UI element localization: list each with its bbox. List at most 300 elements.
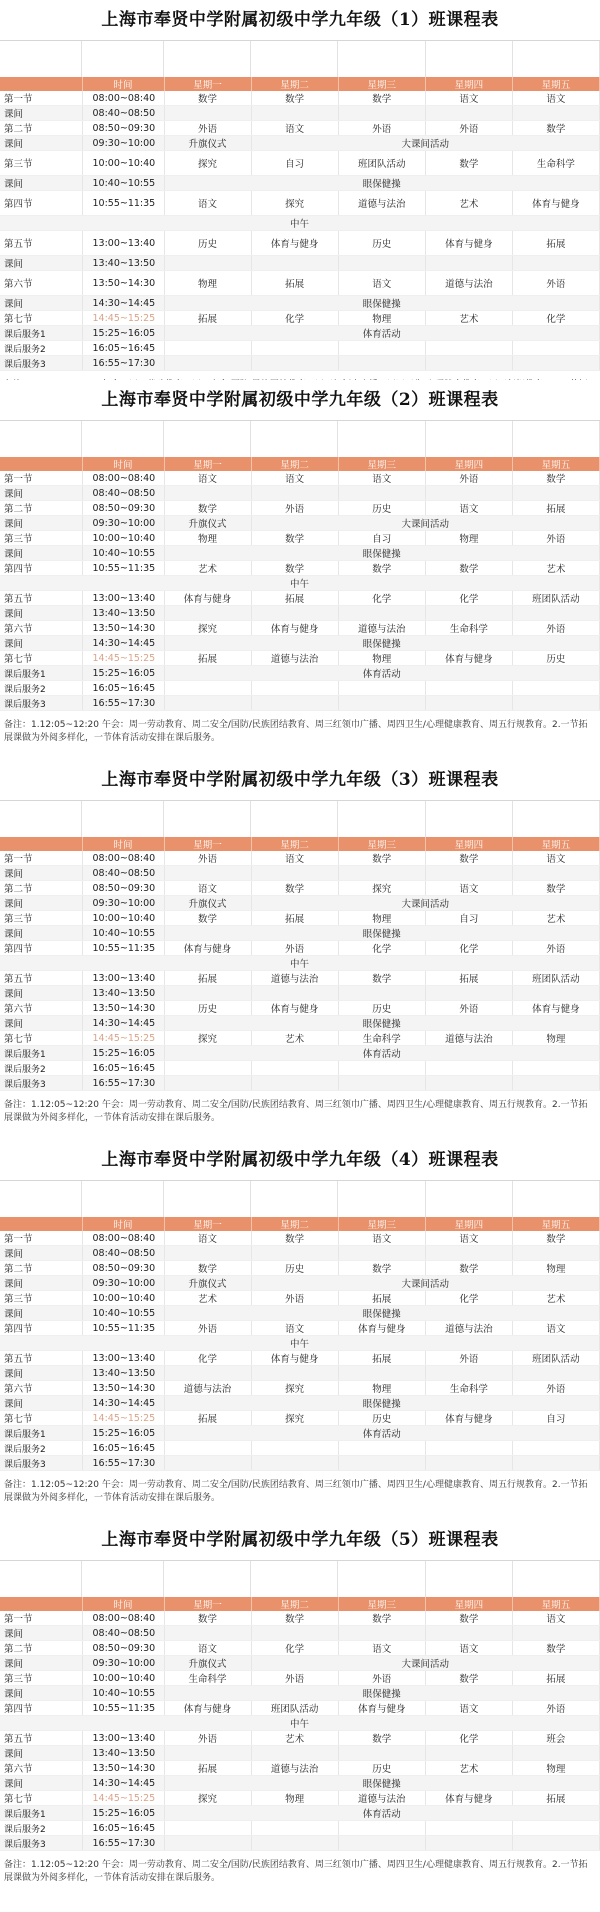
course-cell: 历史 [338, 1001, 425, 1016]
course-cell: 数学 [251, 1611, 338, 1626]
course-cell: 物理 [251, 1791, 338, 1806]
table-row [0, 1231, 600, 1246]
header-cell: 星期三 [338, 837, 425, 851]
course-cell: 语文 [251, 1321, 338, 1336]
course-cell [251, 696, 338, 711]
course-cell [425, 356, 512, 371]
time-cell: 10:00~10:40 [82, 1291, 164, 1306]
course-cell: 班团队活动 [512, 971, 599, 986]
time-cell: 13:00~13:40 [82, 1351, 164, 1366]
time-cell: 13:00~13:40 [82, 1731, 164, 1746]
header-cell: 星期一 [164, 837, 251, 851]
period-label: 课间 [0, 1656, 82, 1671]
course-cell [512, 866, 599, 881]
course-cell: 体育与健身 [164, 591, 251, 606]
merged-activity-cell: 眼保健操 [164, 1016, 600, 1031]
header-cell: 星期三 [338, 77, 425, 91]
header-cell: 星期二 [251, 1217, 338, 1231]
course-cell: 物理 [512, 1761, 599, 1776]
table-row [0, 1761, 600, 1776]
course-cell: 道德与法治 [251, 971, 338, 986]
flag-ceremony-cell: 升旗仪式 [164, 896, 251, 911]
course-cell: 艺术 [512, 561, 599, 576]
schedule-section-class-5 [0, 1520, 600, 1900]
period-label: 第五节 [0, 1731, 82, 1746]
period-label: 课后服务3 [0, 1076, 82, 1091]
course-cell: 拓展 [164, 1761, 251, 1776]
course-cell: 体育与健身 [425, 231, 512, 256]
course-cell: 艺术 [425, 311, 512, 326]
table-row [0, 121, 600, 136]
course-cell: 物理 [512, 1261, 599, 1276]
time-cell: 08:40~08:50 [82, 866, 164, 881]
course-cell: 语文 [338, 271, 425, 296]
period-label: 课间 [0, 1396, 82, 1411]
table-row [0, 986, 600, 1001]
course-cell [251, 1076, 338, 1091]
table-row [0, 1441, 600, 1456]
course-cell: 外语 [512, 271, 599, 296]
course-cell [338, 1441, 425, 1456]
table-row [0, 1821, 600, 1836]
table-row [0, 1746, 600, 1761]
course-cell [512, 256, 599, 271]
header-cell: 星期五 [512, 457, 599, 471]
course-cell: 探究 [251, 191, 338, 216]
course-cell: 数学 [338, 1731, 425, 1746]
table-row [0, 1046, 600, 1061]
period-label: 课间 [0, 606, 82, 621]
header-cell: 时间 [82, 1597, 164, 1611]
schedule-table [0, 837, 600, 1091]
time-cell: 08:40~08:50 [82, 1626, 164, 1641]
course-cell: 语文 [425, 91, 512, 106]
course-cell [338, 1821, 425, 1836]
period-label: 第一节 [0, 471, 82, 486]
course-cell [338, 1061, 425, 1076]
table-row [0, 1076, 600, 1091]
schedule-table [0, 1597, 600, 1851]
course-cell [251, 681, 338, 696]
table-row [0, 136, 600, 151]
time-cell: 14:45~15:25 [82, 311, 164, 326]
time-cell: 14:30~14:45 [82, 1776, 164, 1791]
course-cell: 数学 [425, 851, 512, 866]
course-cell [164, 486, 251, 501]
period-label: 课后服务1 [0, 1426, 82, 1441]
course-cell [425, 1076, 512, 1091]
course-cell: 语文 [512, 851, 599, 866]
course-cell: 数学 [338, 1611, 425, 1626]
header-cell: 星期一 [164, 1217, 251, 1231]
period-label: 课间 [0, 1276, 82, 1291]
time-cell: 10:55~11:35 [82, 1321, 164, 1336]
table-row [0, 926, 600, 941]
course-cell: 化学 [251, 1641, 338, 1656]
merged-activity-cell: 眼保健操 [164, 1306, 600, 1321]
schedule-section-class-4 [0, 1140, 600, 1520]
table-row [0, 651, 600, 666]
period-label: 课后服务3 [0, 696, 82, 711]
period-label: 课后服务2 [0, 1061, 82, 1076]
header-cell: 星期四 [425, 77, 512, 91]
period-label: 课间 [0, 136, 82, 151]
time-cell: 16:55~17:30 [82, 356, 164, 371]
course-cell: 化学 [338, 591, 425, 606]
course-cell: 外语 [251, 941, 338, 956]
header-cell [0, 1597, 82, 1611]
course-cell: 班团队活动 [512, 591, 599, 606]
course-cell: 体育与健身 [251, 231, 338, 256]
course-cell: 历史 [338, 1411, 425, 1426]
period-label: 第四节 [0, 941, 82, 956]
period-label: 课后服务1 [0, 1806, 82, 1821]
header-cell: 星期一 [164, 457, 251, 471]
period-label: 第五节 [0, 1351, 82, 1366]
course-cell: 语文 [512, 91, 599, 106]
time-cell: 13:40~13:50 [82, 1746, 164, 1761]
course-cell: 道德与法治 [425, 1321, 512, 1336]
course-cell: 化学 [338, 941, 425, 956]
time-cell: 10:55~11:35 [82, 1701, 164, 1716]
course-cell: 体育与健身 [425, 1411, 512, 1426]
time-cell: 10:40~10:55 [82, 546, 164, 561]
course-cell: 语文 [251, 471, 338, 486]
time-cell: 14:45~15:25 [82, 1791, 164, 1806]
time-cell: 16:05~16:45 [82, 1061, 164, 1076]
period-label: 课后服务1 [0, 666, 82, 681]
schedule-note: 备注：1.12:05~12:20 午会：周一劳动教育、周二安全/国防/民族团结教育、周三红领巾广播、周四卫生/心理健康教育、周五行规教育。2.一节拓展课做为外阅多样化，一节体育活动安排在课后服务。 [4, 1480, 588, 1503]
header-cell: 星期三 [338, 457, 425, 471]
course-cell [512, 1836, 599, 1851]
period-label: 课间 [0, 1306, 82, 1321]
period-label: 课间 [0, 1686, 82, 1701]
course-cell [251, 1061, 338, 1076]
course-cell [164, 1441, 251, 1456]
time-cell: 15:25~16:05 [82, 1046, 164, 1061]
time-cell: 15:25~16:05 [82, 1806, 164, 1821]
header-cell: 星期一 [164, 77, 251, 91]
period-label: 第二节 [0, 501, 82, 516]
period-label: 课后服务2 [0, 1821, 82, 1836]
table-row [0, 256, 600, 271]
course-cell: 外语 [425, 1001, 512, 1016]
course-cell: 化学 [164, 1351, 251, 1366]
table-row [0, 1366, 600, 1381]
course-cell [425, 1246, 512, 1261]
course-cell: 外语 [164, 1321, 251, 1336]
course-cell [164, 1821, 251, 1836]
course-cell: 历史 [164, 231, 251, 256]
course-cell: 物理 [338, 1381, 425, 1396]
table-row [0, 956, 600, 971]
course-cell: 语文 [338, 1231, 425, 1246]
schedule-table [0, 457, 600, 711]
time-cell: 10:40~10:55 [82, 926, 164, 941]
course-cell [251, 356, 338, 371]
time-cell: 09:30~10:00 [82, 1276, 164, 1291]
table-row [0, 546, 600, 561]
course-cell [425, 341, 512, 356]
time-cell: 13:00~13:40 [82, 591, 164, 606]
time-cell: 13:50~14:30 [82, 1761, 164, 1776]
course-cell [251, 486, 338, 501]
period-label: 课间 [0, 1626, 82, 1641]
table-row [0, 486, 600, 501]
period-label: 课间 [0, 926, 82, 941]
course-cell: 数学 [338, 851, 425, 866]
course-cell: 艺术 [251, 1031, 338, 1046]
course-cell: 拓展 [512, 1671, 599, 1686]
period-label: 第一节 [0, 1231, 82, 1246]
table-row [0, 1776, 600, 1791]
course-cell [251, 1821, 338, 1836]
course-cell: 物理 [164, 271, 251, 296]
course-cell [338, 1076, 425, 1091]
course-cell [512, 106, 599, 121]
course-cell: 艺术 [425, 191, 512, 216]
course-cell [512, 341, 599, 356]
course-cell: 外语 [164, 851, 251, 866]
course-cell: 班团队活动 [338, 151, 425, 176]
course-cell: 拓展 [512, 231, 599, 256]
course-cell: 历史 [338, 1761, 425, 1776]
table-row [0, 1061, 600, 1076]
course-cell: 物理 [338, 311, 425, 326]
course-cell: 数学 [512, 1231, 599, 1246]
time-cell: 13:40~13:50 [82, 1366, 164, 1381]
course-cell: 数学 [251, 91, 338, 106]
period-label: 课间 [0, 546, 82, 561]
period-label: 课间 [0, 1776, 82, 1791]
time-cell: 16:05~16:45 [82, 1821, 164, 1836]
course-cell: 历史 [338, 501, 425, 516]
table-row [0, 1321, 600, 1336]
merged-activity-cell: 眼保健操 [164, 926, 600, 941]
time-cell: 10:40~10:55 [82, 1686, 164, 1701]
course-cell: 数学 [164, 911, 251, 926]
table-row [0, 621, 600, 636]
course-cell [425, 866, 512, 881]
merged-activity-cell: 眼保健操 [164, 296, 600, 311]
course-cell: 物理 [164, 531, 251, 546]
header-row [0, 1597, 600, 1611]
course-cell: 语文 [425, 1701, 512, 1716]
course-cell: 数学 [425, 151, 512, 176]
merged-activity-cell: 眼保健操 [164, 636, 600, 651]
course-cell: 数学 [338, 971, 425, 986]
period-label: 课间 [0, 486, 82, 501]
course-cell: 外语 [512, 621, 599, 636]
course-cell: 语文 [164, 1641, 251, 1656]
course-cell [251, 341, 338, 356]
course-cell [338, 606, 425, 621]
merged-activity-cell: 眼保健操 [164, 1396, 600, 1411]
schedule-note [0, 371, 600, 380]
table-row [0, 1641, 600, 1656]
course-cell: 化学 [512, 311, 599, 326]
time-cell: 16:55~17:30 [82, 696, 164, 711]
course-cell: 化学 [425, 591, 512, 606]
course-cell: 语文 [425, 501, 512, 516]
course-cell: 探究 [338, 881, 425, 896]
time-cell: 14:30~14:45 [82, 1016, 164, 1031]
time-cell: 16:55~17:30 [82, 1076, 164, 1091]
table-row [0, 191, 600, 216]
course-cell: 道德与法治 [425, 271, 512, 296]
time-cell: 13:50~14:30 [82, 271, 164, 296]
course-cell: 艺术 [512, 1291, 599, 1306]
course-cell: 体育与健身 [164, 1701, 251, 1716]
course-cell: 自习 [251, 151, 338, 176]
merged-activity-cell: 体育活动 [164, 666, 600, 681]
period-label: 课间 [0, 106, 82, 121]
course-cell [338, 1366, 425, 1381]
course-cell [338, 341, 425, 356]
course-cell: 物理 [425, 531, 512, 546]
merged-activity-cell: 体育活动 [164, 326, 600, 341]
header-cell: 星期三 [338, 1217, 425, 1231]
header-cell: 星期五 [512, 837, 599, 851]
merged-activity-cell: 眼保健操 [164, 1686, 600, 1701]
noon-break-cell: 中午 [0, 1336, 600, 1351]
course-cell: 数学 [512, 121, 599, 136]
table-row [0, 1261, 600, 1276]
time-cell: 13:50~14:30 [82, 1381, 164, 1396]
course-cell [164, 1076, 251, 1091]
course-cell [164, 1836, 251, 1851]
course-cell [251, 1441, 338, 1456]
time-cell: 14:30~14:45 [82, 1396, 164, 1411]
header-cell: 时间 [82, 77, 164, 91]
period-label: 课后服务3 [0, 1456, 82, 1471]
course-cell: 生命科学 [338, 1031, 425, 1046]
course-cell: 语文 [338, 1641, 425, 1656]
course-cell: 外语 [338, 1671, 425, 1686]
merged-activity-cell: 眼保健操 [164, 176, 600, 191]
header-cell [0, 1217, 82, 1231]
course-cell: 数学 [512, 1641, 599, 1656]
header-row [0, 837, 600, 851]
table-row [0, 971, 600, 986]
schedule-title: 上海市奉贤中学附属初级中学九年级（4）班课程表 [101, 1150, 499, 1170]
period-label: 课间 [0, 1746, 82, 1761]
course-cell [425, 1441, 512, 1456]
table-row [0, 1016, 600, 1031]
time-cell: 10:55~11:35 [82, 561, 164, 576]
course-cell [512, 1246, 599, 1261]
table-row [0, 151, 600, 176]
table-row [0, 1381, 600, 1396]
time-cell: 08:00~08:40 [82, 471, 164, 486]
period-label: 第七节 [0, 1411, 82, 1426]
table-row [0, 576, 600, 591]
course-cell: 生命科学 [512, 151, 599, 176]
table-row [0, 881, 600, 896]
course-cell: 数学 [164, 1611, 251, 1626]
time-cell: 13:50~14:30 [82, 621, 164, 636]
period-label: 第四节 [0, 561, 82, 576]
table-row [0, 1031, 600, 1046]
course-cell: 数学 [425, 561, 512, 576]
header-cell [0, 837, 82, 851]
course-cell: 道德与法治 [338, 191, 425, 216]
time-cell: 10:00~10:40 [82, 911, 164, 926]
time-cell: 13:40~13:50 [82, 606, 164, 621]
course-cell: 语文 [512, 1321, 599, 1336]
course-cell: 拓展 [251, 911, 338, 926]
course-cell: 自习 [512, 1411, 599, 1426]
course-cell [425, 1366, 512, 1381]
period-label: 第三节 [0, 151, 82, 176]
header-cell [0, 77, 82, 91]
course-cell [338, 986, 425, 1001]
course-cell: 语文 [425, 1641, 512, 1656]
table-row [0, 1336, 600, 1351]
merged-activity-cell: 大课间活动 [251, 1276, 599, 1291]
course-cell: 数学 [164, 501, 251, 516]
period-label: 第二节 [0, 1261, 82, 1276]
table-row [0, 516, 600, 531]
header-cell: 星期二 [251, 457, 338, 471]
course-cell: 外语 [512, 941, 599, 956]
table-row [0, 1656, 600, 1671]
course-cell: 数学 [425, 1671, 512, 1686]
period-label: 第六节 [0, 1761, 82, 1776]
course-cell [164, 106, 251, 121]
period-label: 第七节 [0, 651, 82, 666]
period-label: 第五节 [0, 591, 82, 606]
course-cell [251, 1836, 338, 1851]
period-label: 第三节 [0, 1291, 82, 1306]
period-label: 第二节 [0, 1641, 82, 1656]
course-cell: 外语 [338, 121, 425, 136]
blank-row [0, 1180, 600, 1217]
header-cell: 星期五 [512, 1217, 599, 1231]
header-cell: 星期二 [251, 77, 338, 91]
course-cell [512, 986, 599, 1001]
course-cell [338, 1456, 425, 1471]
time-cell: 13:40~13:50 [82, 256, 164, 271]
table-row [0, 1246, 600, 1261]
course-cell: 数学 [425, 1261, 512, 1276]
time-cell: 09:30~10:00 [82, 136, 164, 151]
course-cell: 外语 [164, 121, 251, 136]
table-row [0, 636, 600, 651]
table-row [0, 326, 600, 341]
course-cell [512, 1076, 599, 1091]
course-cell: 拓展 [164, 971, 251, 986]
time-cell: 10:00~10:40 [82, 531, 164, 546]
time-cell: 08:50~09:30 [82, 1261, 164, 1276]
course-cell [164, 1746, 251, 1761]
table-row [0, 666, 600, 681]
course-cell [164, 866, 251, 881]
merged-activity-cell: 体育活动 [164, 1046, 600, 1061]
schedule-section-class-1 [0, 0, 600, 380]
blank-row [0, 800, 600, 837]
header-cell: 星期五 [512, 77, 599, 91]
noon-break-cell: 中午 [0, 576, 600, 591]
course-cell: 数学 [338, 561, 425, 576]
schedule-note: 备注：1.12:05~12:20 午会：周一劳动教育、周二安全/国防/民族团结教育、周三红领巾广播、周四卫生/心理健康教育、周五行规教育。2.一节拓展课做为外阅多样化，一节体育活动安排在课后服务。 [4, 1100, 588, 1123]
table-row [0, 1806, 600, 1821]
header-cell: 星期三 [338, 1597, 425, 1611]
table-row [0, 941, 600, 956]
header-cell: 星期二 [251, 837, 338, 851]
course-cell: 拓展 [251, 271, 338, 296]
course-cell: 拓展 [164, 311, 251, 326]
